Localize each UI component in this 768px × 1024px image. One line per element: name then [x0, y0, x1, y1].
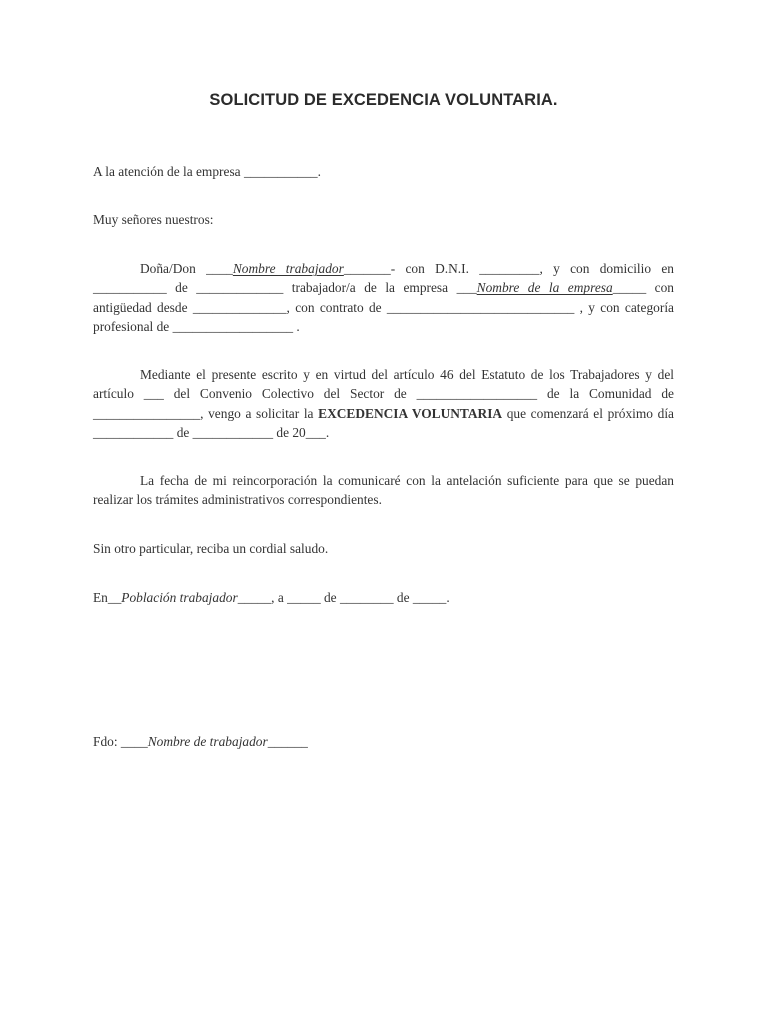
- signature-line: [93, 732, 674, 751]
- worker-name-placeholder: Nombre trabajador: [232, 261, 344, 276]
- greeting-line: Muy señores nuestros:: [93, 212, 214, 227]
- signature-label: Fdo:: [93, 734, 121, 749]
- company-name-placeholder: Nombre de la empresa: [476, 280, 613, 296]
- excedencia-voluntaria-bold: EXCEDENCIA VOLUNTARIA: [318, 405, 503, 421]
- paragraph-reincorporation: La fecha de mi reincorporación la comunicaré con la antelación suficiente para que se puedan realizar los trámites administrativos correspondientes.: [93, 473, 674, 508]
- paragraph-worker-details: [93, 259, 674, 337]
- place-date-prefix: En: [93, 590, 108, 605]
- p2-text-b: que comenzará el próximo día ____________ de ____________ de 20___.: [93, 405, 674, 441]
- place-date-line: [93, 588, 674, 607]
- p2-text-a: Mediante el presente escrito y en virtud del artículo 46 del Estatuto de los Trabajadores y del artículo ___ del Convenio Colectivo del Sector de __________________ de la Comunidad de ________________, vengo a solicitar la: [93, 367, 674, 421]
- attention-line: A la atención de la empresa ___________.: [93, 164, 321, 179]
- p1-text-b: _______- con D.N.I. _________, y con domicilio en ___________ de _____________ trabajador/a de la empresa ___: [93, 261, 674, 296]
- place-placeholder: __Población trabajador_____: [107, 590, 272, 605]
- place-date-suffix: , a _____ de ________ de _____.: [271, 590, 450, 605]
- paragraph-request: [93, 365, 674, 443]
- closing-line: Sin otro particular, reciba un cordial saludo.: [93, 541, 329, 556]
- p1-text-a: Doña/Don ____: [140, 261, 233, 276]
- document-title: SOLICITUD DE EXCEDENCIA VOLUNTARIA.: [209, 91, 558, 109]
- p1-text-c: _____ con antigüedad desde ______________, con contrato de ____________________________ , y con categoría profesional de __________________ .: [93, 280, 674, 335]
- signature-name-placeholder: ____Nombre de trabajador______: [120, 734, 308, 749]
